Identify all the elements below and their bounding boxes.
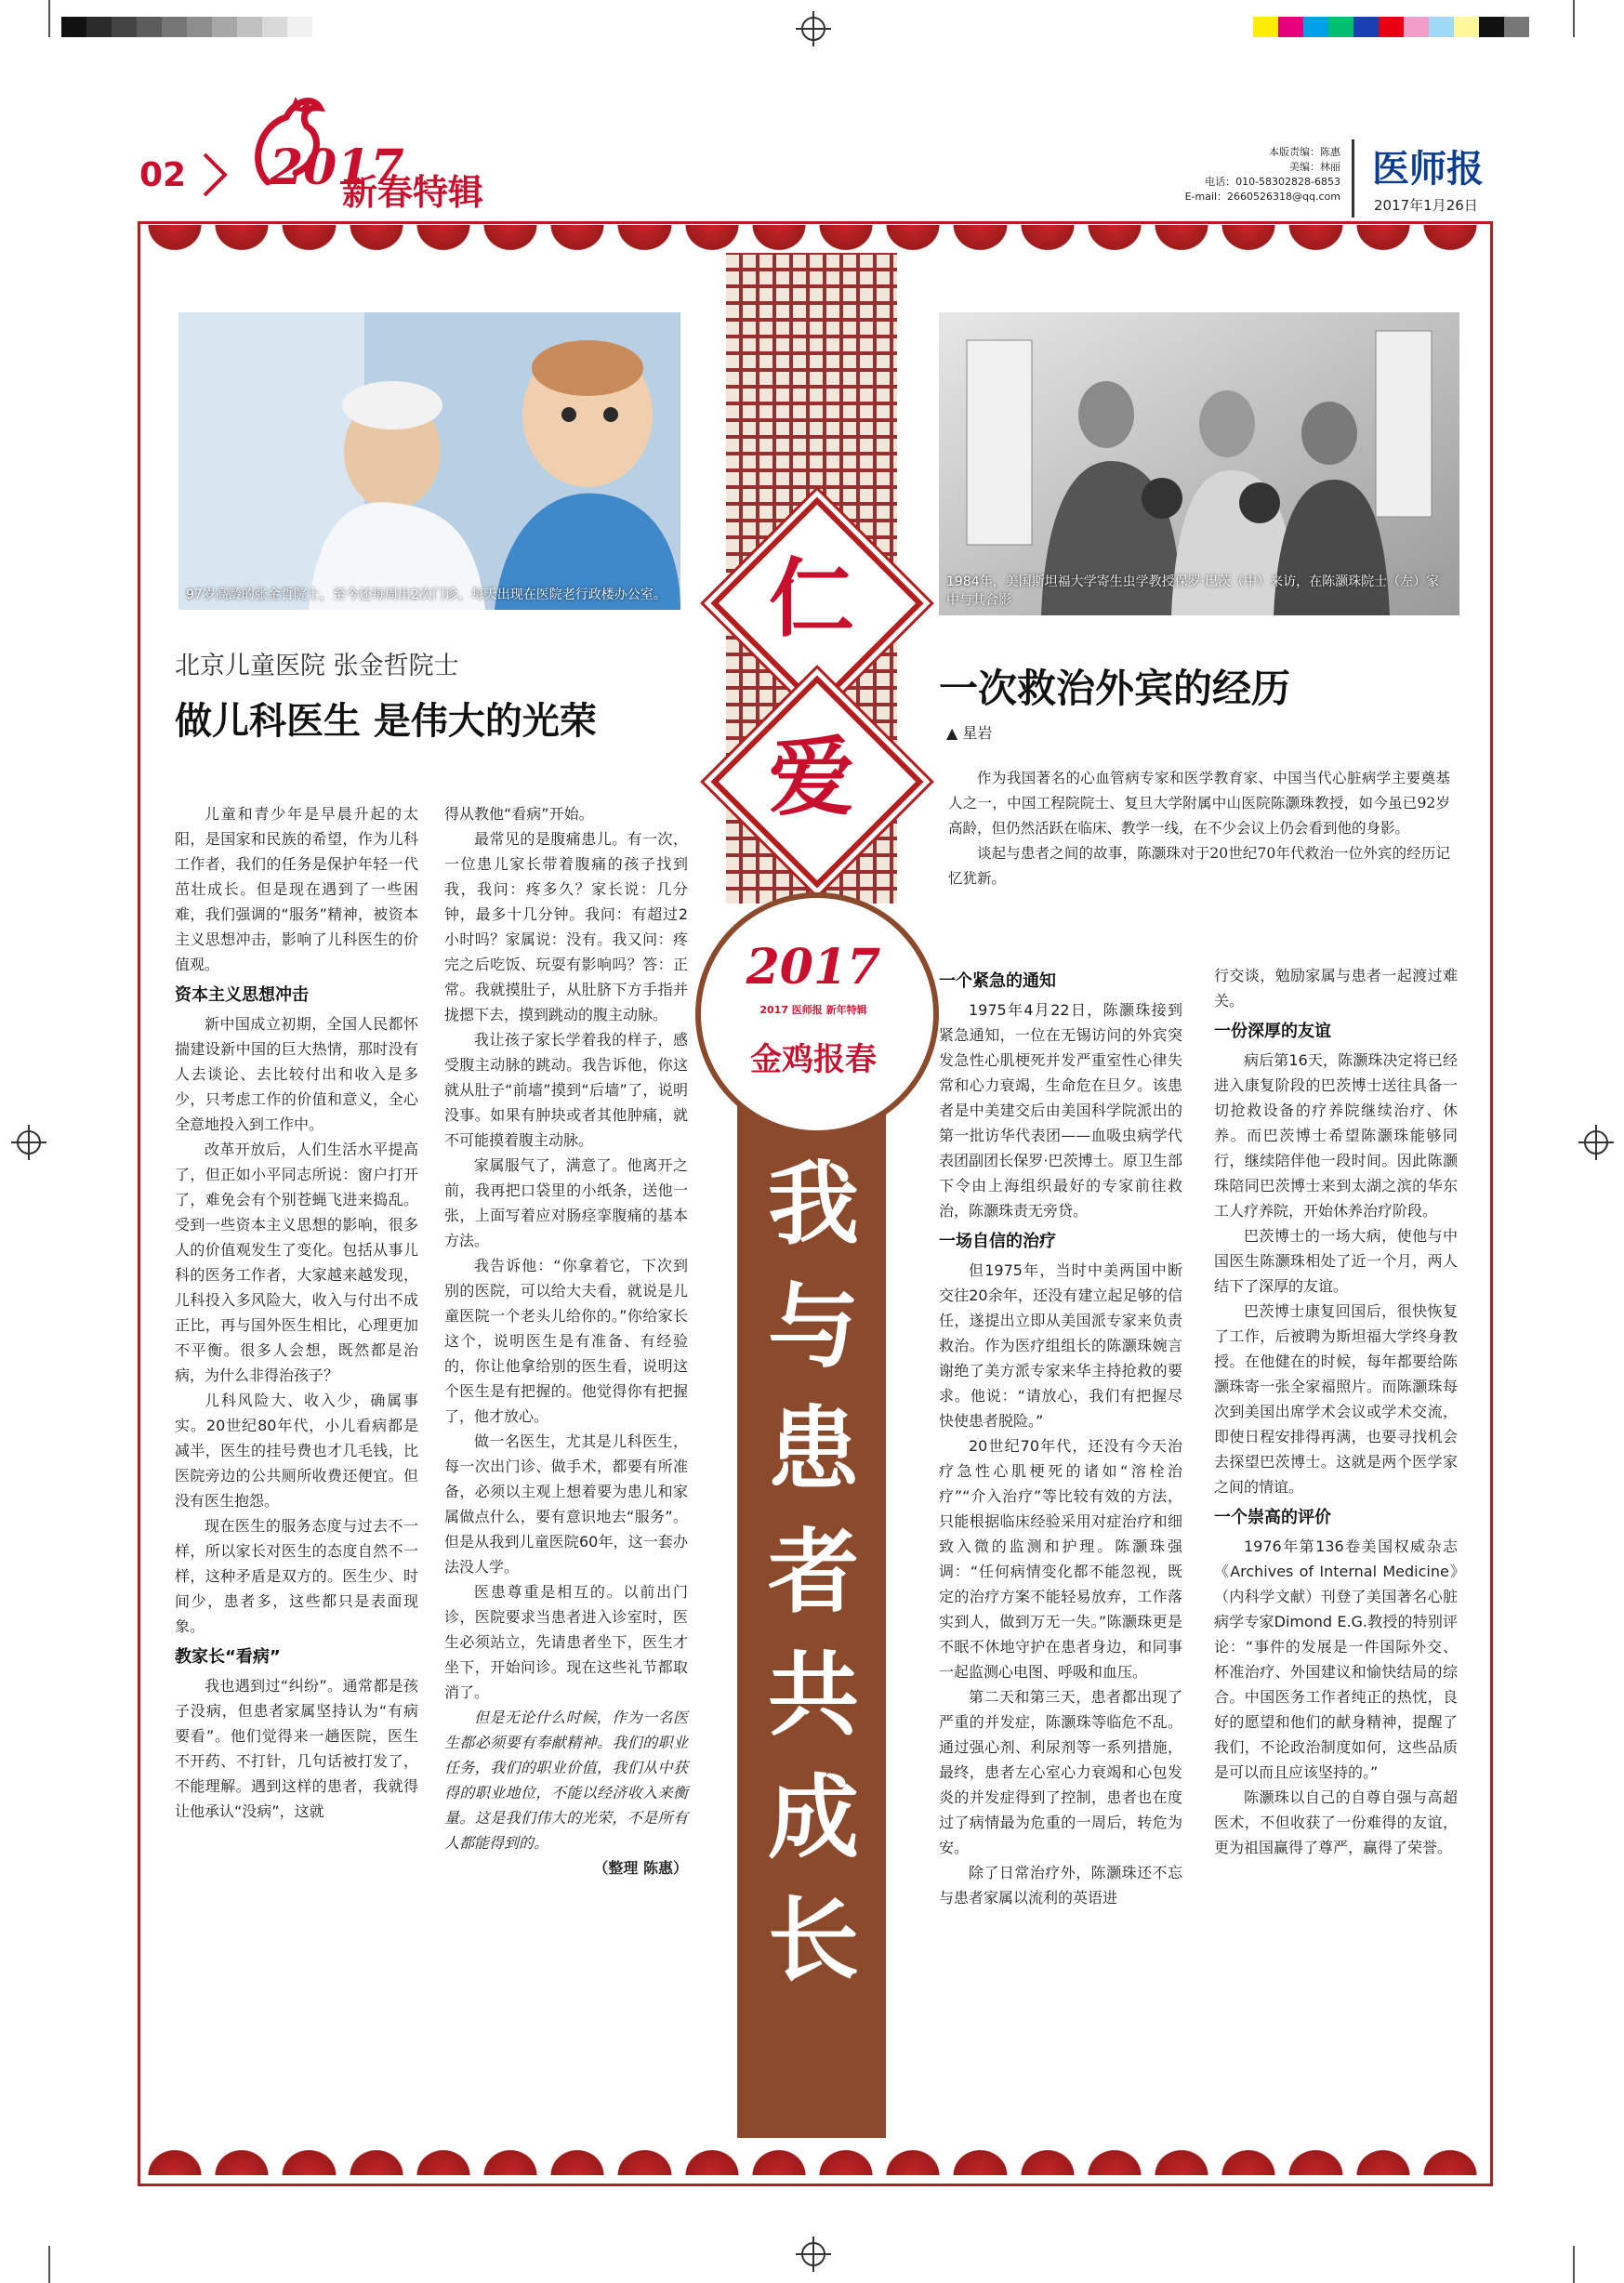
doctor-and-baby-image [178, 312, 680, 610]
right-intro [948, 766, 1450, 891]
paragraph: 儿童和青少年是早晨升起的太阳，是国家和民族的希望，作为儿科工作者，我们的任务是保护年轻一代茁壮成长。但是现在遇到了一些困难，我们强调的“服务”精神，被资本主义思想冲击，影响了儿科医生的价值观。 [175, 805, 418, 973]
designer-name: 美编：林丽 [1289, 161, 1340, 173]
signature: （整理 陈惠） [593, 1859, 688, 1877]
section-heading: 资本主义思想冲击 [175, 985, 309, 1005]
top-bunting [141, 225, 1484, 257]
paragraph: 1975年4月22日，陈灏珠接到紧急通知，一位在无锡访问的外宾突发急性心肌梗死并发严重室性心律失常和心力衰竭，生命危在旦夕。该患者是中美建交后由美国科学院派出的第一批访华代表团——血吸虫病学代表团副团长保罗·巴茨博士。原卫生部下令由上海组织最好的专家前往救治，陈灏珠责无旁贷。 [939, 1001, 1182, 1220]
paragraph: 做一名医生，尤其是儿科医生，每一次出门诊、做手术，都要有所准备，必须以主观上想着要为患儿和家属做点什么，要有意识地去“服务”。但是从我到儿童医院60年，这一套办法没人学。 [444, 1432, 688, 1576]
paragraph: 新中国成立初期，全国人民都怀揣建设新中国的巨大热情，那时没有人去谈论、去比较付出和收入是多少，只考虑工作的价值和意义，全心全意地投入到工作中。 [175, 1015, 418, 1133]
paragraph: 1976年第136卷美国权威杂志《Archives of Internal Medicine》（内科学文献）刊登了美国著名心脏病学专家Dimond E.G.教授的特别评论：“事件的发展是一件国际外交、杯准治疗、外国建议和愉快结局的综合。中国医务工作者纯正的热忱，良好的愿望和他们的献身精神，提醒了我们，不论政治制度如何，这些品质是可以而且应该坚持的。” [1214, 1537, 1458, 1781]
paragraph: 第二天和第三天，患者都出现了严重的并发症，陈灏珠等临危不乱。通过强心剂、利尿剂等一系列措施，最终，患者左心室心力衰竭和心包发炎的并发症得到了控制，患者也在度过了病情最为危重的一周后，转危为安。 [939, 1688, 1182, 1856]
editor-name: 本版责编：陈惠 [1269, 146, 1340, 158]
paper-name: 医师报 [1372, 147, 1484, 191]
right-column-1 [939, 963, 1182, 1910]
header-divider [1352, 139, 1354, 218]
right-photo [939, 312, 1459, 615]
year-logo: 2017 [270, 139, 404, 196]
paragraph: 我告诉他：“你拿着它，下次到别的医院，可以给大夫看，就说是儿童医院一个老头儿给你的。”你给家长这个，说明医生是有准备、有经验的，你让他拿给别的医生看，说明这个医生是有把握的。他觉得你有把握了，他才放心。 [444, 1257, 688, 1425]
group-portrait-image [939, 312, 1459, 615]
crop-mark [1573, 0, 1575, 37]
chevron-icon [199, 149, 231, 201]
bottom-bunting [141, 2144, 1484, 2175]
crop-mark [48, 0, 50, 37]
paragraph: 医患尊重是相互的。以前出门诊，医院要求当患者进入诊室时，医生必须站立，先请患者坐下，医生才坐下，开始问诊。现在这些礼节都取消了。 [444, 1583, 688, 1701]
section-heading: 一个紧急的通知 [939, 971, 1056, 991]
paragraph: 20世纪70年代，还没有今天治疗急性心肌梗死的诸如“溶栓治疗”“介入治疗”等比较有效的方法，只能根据临床经验采用对症治疗和细致入微的监测和护理。陈灏珠强调：“任何病情变化都不能忽视，既定的治疗方案不能轻易放弃，工作落实到人，做到万无一失。”陈灏珠更是不眠不休地守护在患者身边，和同事一起监测心电图、呼吸和血压。 [939, 1437, 1182, 1681]
left-photo [178, 312, 680, 610]
editor-info [1125, 145, 1340, 205]
grayscale-bar [61, 17, 312, 37]
left-column-2 [444, 801, 688, 1881]
paragraph: 我让孩子家长学着我的样子，感受腹主动脉的跳动。我告诉他，你这就从肚子“前墙”摸到“后墙”了，说明没事。如果有肿块或者其他肿痛，就不可能摸着腹主动脉。 [444, 1031, 688, 1149]
right-byline: ▲ 星岩 [946, 724, 993, 742]
paragraph: 巴茨博士的一场大病，使他与中国医生陈灏珠相处了近一个月，两人结下了深厚的友谊。 [1214, 1227, 1458, 1295]
paragraph: 陈灏珠以自己的自尊自强与高超医术，不但收获了一份难得的友谊，更为祖国赢得了尊严，赢得了荣誉。 [1214, 1788, 1458, 1856]
right-column-2 [1214, 963, 1458, 1860]
left-subtitle: 北京儿童医院 张金哲院士 [175, 652, 459, 680]
contact-phone: 电话：010-58302828-6853 [1205, 176, 1340, 188]
diamond-char-bottom: 爱 [768, 727, 854, 827]
badge-slogan: 金鸡报春 [750, 1041, 877, 1078]
paragraph: 但1975年，当时中美两国中断交往20余年，还没有建立起足够的信任，遂提出立即从美国派专家来负责救治。作为医疗组组长的陈灏珠婉言谢绝了美方派专家来华主持抢救的要求。他说：“请放心，我们有把握尽快使患者脱险。” [939, 1261, 1182, 1430]
registration-mark [1584, 1130, 1608, 1155]
paragraph: 除了日常治疗外，陈灏珠还不忘与患者家属以流利的英语进 [939, 1864, 1182, 1907]
paragraph: 现在医生的服务态度与过去不一样，所以家长对医生的态度自然不一样，这种矛盾是双方的。医生少、时间少，患者多，这些都只是表面现象。 [175, 1517, 418, 1635]
right-photo-caption: 1984年，美国斯坦福大学寄生虫学教授保罗·巴茨（中）来访，在陈灏珠院士（左）家中与其合影 [946, 574, 1440, 608]
registration-mark [801, 17, 825, 41]
section-heading: 一份深厚的友谊 [1214, 1022, 1331, 1041]
paragraph: 我也遇到过“纠纷”。通常都是孩子没病，但患者家属坚持认为“有病要看”。他们觉得来一趟医院，医生不开药、不打针，几句话被打发了，不能理解。遇到这样的患者，我就得让他承认“没病”，这就 [175, 1677, 418, 1820]
paragraph: 儿科风险大、收入少，确属事实。20世纪80年代，小儿看病都是减半，医生的挂号费也才几毛钱，比医院旁边的公共厕所收费还便宜。但没有医生抱怨。 [175, 1392, 418, 1510]
paragraph: 行交谈，勉励家属与患者一起渡过难关。 [1214, 967, 1458, 1010]
crop-mark [1573, 2246, 1575, 2283]
left-title: 做儿科医生 是伟大的光荣 [175, 700, 597, 743]
crop-mark [48, 2246, 50, 2283]
left-column-1 [175, 801, 418, 1824]
paragraph: 家属服气了，满意了。他离开之前，我再把口袋里的小纸条，送他一张，上面写着应对肠痉挛腹痛的基本方法。 [444, 1156, 688, 1249]
intro-paragraph: 作为我国著名的心血管病专家和医学教育家、中国当代心脏病学主要奠基人之一，中国工程院院士、复旦大学附属中山医院陈灏珠教授，如今虽已92岁高龄，但仍然活跃在临床、教学一线，在不少会议上仍会看到他的身影。 [948, 770, 1450, 837]
issue-date: 2017年1月26日 [1374, 197, 1478, 214]
paragraph: 得从教他“看病”开始。 [444, 805, 594, 823]
badge-year: 2017 [746, 939, 881, 996]
paragraph: 最常见的是腹痛患儿。有一次，一位患儿家长带着腹痛的孩子找到我，我问：疼多久？家长说：几分钟，最多十几分钟。我问：有超过2小时吗？家属说：没有。我又问：疼完之后吃饭、玩耍有影响吗？答：正常。我就摸肚子，从肚脐下方手指并拢摁下去，摸到跳动的腹主动脉。 [444, 830, 688, 1023]
paragraph: 但是无论什么时候，作为一名医生都必须要有奉献精神。我们的职业任务，我们的职业价值，我们从中获得的职业地位，不能以经济收入来衡量。这是我们伟大的光荣，不是所有人都能得到的。 [444, 1709, 688, 1852]
paragraph: 病后第16天，陈灏珠决定将已经进入康复阶段的巴茨博士送往具备一切抢救设备的疗养院继续治疗、休养。而巴茨博士希望陈灏珠能够同行，继续陪伴他一段时间。因此陈灏珠陪同巴茨博士来到太湖之滨的华东工人疗养院，开始休养治疗阶段。 [1214, 1051, 1458, 1220]
contact-email: E-mail：2660526318@qq.com [1184, 191, 1340, 203]
registration-mark [17, 1130, 41, 1155]
registration-mark [801, 2242, 825, 2266]
vertical-title: 我与患者共成长 [767, 1151, 859, 1994]
color-bar [1253, 17, 1529, 37]
section-heading: 一场自信的治疗 [939, 1232, 1056, 1251]
section-heading: 教家长“看病” [175, 1647, 281, 1667]
intro-paragraph: 谈起与患者之间的故事，陈灏珠对于20世纪70年代救治一位外宾的经历记忆犹新。 [948, 845, 1450, 887]
right-title: 一次救治外宾的经历 [939, 666, 1291, 711]
badge-subtitle: 2017 医师报 新年特辑 [759, 1004, 867, 1016]
section-title: 新春特辑 [342, 172, 484, 213]
left-photo-caption: 97岁高龄的张金哲院士，至今还每周出2次门诊，每天出现在医院老行政楼办公室。 [186, 587, 667, 602]
section-heading: 一个崇高的评价 [1214, 1508, 1331, 1527]
diamond-char-top: 仁 [768, 548, 854, 649]
page-number: 02 [139, 156, 187, 194]
paragraph: 改革开放后，人们生活水平提高了，但正如小平同志所说：窗户打开了，难免会有个别苍蝇飞进来捣乱。受到一些资本主义思想的影响，很多人的价值观发生了变化。包括从事儿科的医务工作者，大家越来越发现，儿科投入多风险大，收入与付出不成正比，再与国外医生相比，心理更加不平衡。很多人会想，既然都是治病，为什么非得治孩子？ [175, 1141, 418, 1384]
paragraph: 巴茨博士康复回国后，很快恢复了工作，后被聘为斯坦福大学终身教授。在他健在的时候，每年都要给陈灏珠寄一张全家福照片。而陈灏珠每次到美国出席学术会议或学术交流，即使日程安排得再满，也要寻找机会去探望巴茨博士。这就是两个医学家之间的情谊。 [1214, 1302, 1458, 1496]
